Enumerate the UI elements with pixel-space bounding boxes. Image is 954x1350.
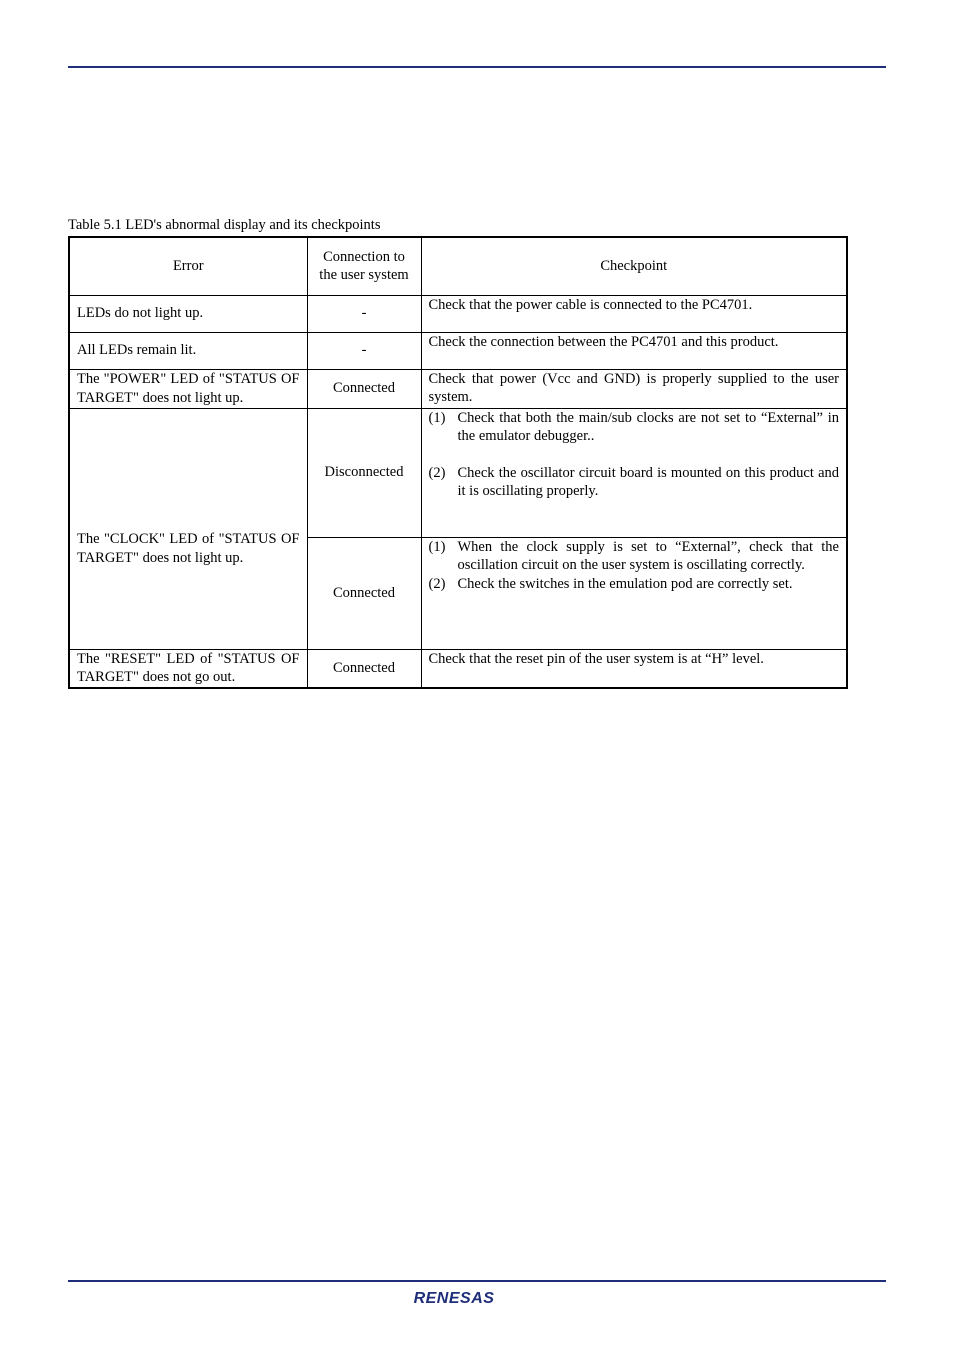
connection-cell: - xyxy=(307,295,421,332)
renesas-logo xyxy=(398,1287,510,1307)
footer-rule xyxy=(68,1280,886,1282)
error-cell: The "CLOCK" LED of "STATUS OF TARGET" does not light up. xyxy=(69,408,307,649)
error-cell: LEDs do not light up. xyxy=(69,295,307,332)
error-cell: All LEDs remain lit. xyxy=(69,332,307,369)
checkpoint-list xyxy=(429,409,840,501)
connection-cell: Connected xyxy=(307,649,421,688)
checkpoint-cell xyxy=(421,408,847,537)
table-row xyxy=(69,649,847,688)
table-row xyxy=(69,332,847,369)
connection-cell: - xyxy=(307,332,421,369)
led-checkpoint-table xyxy=(68,236,848,689)
header-rule xyxy=(68,66,886,68)
list-item: (2) Check the switches in the emulation pod are correctly set. xyxy=(428,575,793,592)
table-row xyxy=(69,295,847,332)
table-row xyxy=(69,369,847,408)
header-connection: Connection to the user system xyxy=(307,237,421,295)
header-checkpoint: Checkpoint xyxy=(421,237,847,295)
logo-text: RENESAS xyxy=(413,1290,495,1307)
checkpoint-cell: Check that the power cable is connected to the PC4701. xyxy=(421,295,847,332)
connection-cell: Disconnected xyxy=(307,408,421,537)
checkpoint-cell: Check the connection between the PC4701 and this product. xyxy=(421,332,847,369)
connection-cell: Connected xyxy=(307,537,421,649)
table-caption: Table 5.1 LED's abnormal display and its checkpoints xyxy=(68,217,381,233)
header-error: Error xyxy=(69,237,307,295)
checkpoint-cell xyxy=(421,537,847,649)
table-row xyxy=(69,408,847,537)
connection-cell: Connected xyxy=(307,369,421,408)
error-cell: The "POWER" LED of "STATUS OF TARGET" does not light up. xyxy=(69,369,307,408)
checkpoint-cell: Check that power (Vcc and GND) is properly supplied to the user system. xyxy=(421,369,847,408)
list-item: (1) When the clock supply is set to “External”, check that the oscillation circuit on the user system is oscillating correctly. xyxy=(428,538,839,573)
list-item: (2) Check the oscillator circuit board is mounted on this product and it is oscillating properly. xyxy=(428,464,839,499)
error-cell: The "RESET" LED of "STATUS OF TARGET" does not go out. xyxy=(69,649,307,688)
table-header-row xyxy=(69,237,847,295)
checkpoint-list xyxy=(429,538,840,594)
list-item: (1) Check that both the main/sub clocks are not set to “External” in the emulator debugger.. xyxy=(428,409,839,444)
checkpoint-cell: Check that the reset pin of the user system is at “H” level. xyxy=(421,649,847,688)
